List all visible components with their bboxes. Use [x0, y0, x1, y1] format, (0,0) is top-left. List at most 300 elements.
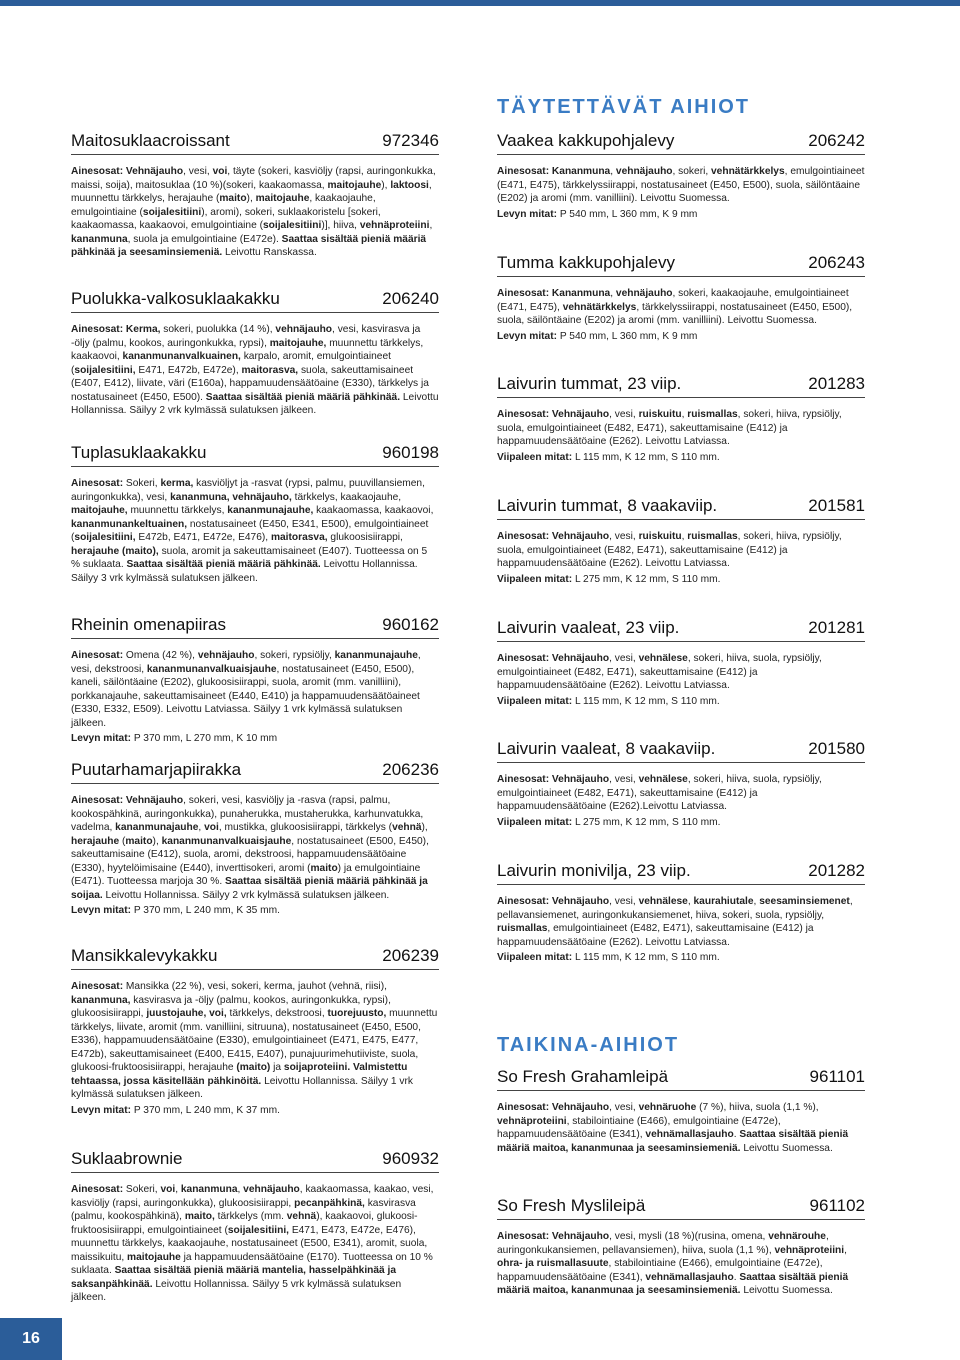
ingredient-text: ja [270, 1062, 284, 1073]
ingredients-label: Ainesosat: [497, 653, 552, 664]
ingredient-text: , vesi, [609, 531, 639, 542]
allergen: Vehnäjauho [551, 774, 610, 785]
product-description [71, 980, 439, 1117]
allergen: kerma, [160, 478, 194, 489]
product-entry [497, 618, 865, 708]
dimensions [71, 904, 439, 918]
product-code: 961102 [809, 1196, 865, 1215]
product-title [71, 1149, 439, 1173]
product-code: 206236 [382, 760, 439, 779]
ingredient-text: , sokeri, vesi, kasviöljy ja -rasva (rapsi, palmu, kookospähkinä, auringonkukka), punaherukka, mustaherukka, karhunvatukka, vadelma, [71, 795, 424, 833]
ingredient-text: suola, aromit ja sakeuttamisaineet (E407). Tuotteessa on 5 % suklaata. [71, 545, 428, 570]
ingredient-text: , [753, 896, 760, 907]
product-entry [497, 1067, 865, 1155]
ingredients-text [71, 477, 439, 585]
ingredients-label: Ainesosat: [71, 478, 126, 489]
allergen: vehnäjauho [615, 166, 673, 177]
ingredient-text: , kaakaojauhe, emulgointiaine ( [71, 193, 376, 218]
ingredient-text: muunnettu tärkkelys, kaakaovoi, [71, 337, 424, 362]
dimensions-label: Levyn mitat: [497, 208, 558, 220]
allergen: maito [310, 862, 338, 874]
dimensions [497, 573, 865, 587]
dimensions-label: Viipaleen mitat: [497, 816, 573, 828]
ingredient-text: , [681, 531, 688, 542]
allergen: kananmunankeltuainen, [71, 518, 188, 530]
product-code: 206243 [808, 253, 865, 272]
ingredient-text: Leivottu Suomessa. [740, 1285, 833, 1296]
product-title [497, 374, 865, 398]
product-name: Rheinin omenapiiras [71, 615, 226, 634]
ingredient-text: , vesi, mysli (18 %)(rusina, omena, [609, 1231, 769, 1242]
ingredient-text: Omena (42 %), [125, 650, 198, 661]
product-description [71, 649, 439, 746]
product-code: 206239 [382, 946, 439, 965]
allergen-warning: Saattaa sisältää pieniä määriä pähkinää. [205, 391, 401, 403]
allergen-warning: Valmistettu tehtaassa, jossa käsitellään pähkinöitä. [71, 1062, 408, 1087]
product-description [497, 895, 865, 965]
ingredient-text: , [237, 1184, 244, 1195]
dimensions-label: Viipaleen mitat: [497, 695, 573, 707]
product-name: Puolukka-valkosuklaakakku [71, 289, 280, 308]
ingredient-text: kasviöljyt ja -rasvat (rypsi, palmu, puuvillansiemen, auringonkukka), vesi, [71, 478, 425, 503]
ingredients-text [497, 1101, 865, 1155]
allergen-warning: Saattaa sisältää pieniä määriä pähkinää ja seesaminsiemeniä. [71, 233, 427, 258]
ingredient-text: ), [421, 822, 428, 833]
allergen: ruismallas [497, 923, 548, 934]
allergen: herajauhe [71, 835, 120, 847]
product-entry [71, 131, 439, 260]
allergen: vehnämallasjauho [645, 1271, 734, 1283]
ingredients-label: Ainesosat: [71, 650, 126, 661]
ingredient-text: , sokeri, [672, 166, 712, 177]
product-code: 960932 [382, 1149, 439, 1168]
ingredient-text: , kaakaomassa, kaakao, vesi, kasviöljy (rapsi, auringonkukka), glukoosisiirappi, [71, 1184, 434, 1209]
ingredient-text: , vesi, [609, 1102, 639, 1113]
product-title [497, 1067, 865, 1091]
allergen: vehnärouhe [768, 1231, 826, 1242]
ingredient-text: tärkkelys, kaakaojauhe, [291, 491, 402, 503]
ingredients-text [497, 773, 865, 814]
ingredient-text: , auringonkukansiemen, pellavansiemen), hiiva, suola (1,1 %), [497, 1231, 829, 1256]
ingredient-text: tärkkelys (mm. [214, 1211, 287, 1222]
product-name: Laivurin vaaleat, 23 viip. [497, 618, 680, 637]
allergen: kananmunanvalkuaisjauhe [161, 835, 292, 847]
allergen: herajauhe (maito), [71, 545, 159, 557]
ingredient-text: E471, E472b, E472e), [135, 364, 242, 376]
allergen: vehnätärkkelys [711, 166, 785, 177]
allergen: maitojauhe, [269, 337, 327, 349]
ingredient-text: ), kaakaovoi, glukoosi-fruktoosisiirappi, emulgointiaineet ( [71, 1211, 418, 1236]
allergen: Vehnäjauho [551, 409, 610, 420]
product-entry [71, 289, 439, 418]
ingredient-text: , sokeri, hiiva, rypsiöljy, suola, emulgointiaineet (E482, E471), sakeuttamisaine (E412) ja happamuudensäätöaine (E262). Leivottu Latviassa. [497, 409, 842, 447]
dimensions [497, 951, 865, 965]
dimensions [497, 816, 865, 830]
ingredients-text [497, 530, 865, 571]
product-entry [497, 1196, 865, 1298]
dimensions-value: P 370 mm, L 240 mm, K 37 mm. [131, 1104, 280, 1116]
ingredient-text: E471, E473, E472e, E476), muunnettu tärkkelys, kaakaojauhe, nostatusaineet (E500, E341), aromit, suola, maissikuitu, [71, 1224, 428, 1263]
ingredient-text: , suola ja emulgointiaine (E472e). [127, 233, 282, 245]
product-name: Puutarhamarjapiirakka [71, 760, 242, 779]
allergen: vehnäjauho [615, 288, 673, 299]
ingredients-label: Ainesosat: [71, 166, 126, 177]
ingredient-text: , sokeri, hiiva, suola, rypsiöljy, emulgointiaineet (E482, E471), sakeuttamisaine (E412) ja happamuudensäätöaine (E262).Leivottu Latviassa. [497, 774, 822, 812]
product-description [71, 1183, 439, 1305]
ingredient-text: (7 %), hiiva, suola (1,1 %), [696, 1102, 819, 1113]
allergen: ruismallas [687, 409, 738, 420]
product-code: 201283 [808, 374, 865, 393]
allergen: vehnälese [638, 774, 688, 785]
allergen: voi [212, 166, 228, 177]
dimensions-label: Levyn mitat: [71, 1104, 132, 1116]
product-title [71, 760, 439, 784]
product-name: Maitosuklaacroissant [71, 131, 230, 150]
ingredient-text: . [733, 1271, 740, 1283]
ingredient-text: muunnettu tärkkelys, liivate, aromit (mm. vanilliini, sitruuna), nostatusaineet (E450, E500, E336), happamuudensäätöaine (E330), emulgointiaineet (E471, E475, E477, E472b), sakeuttamisaineet (E400, E415, E407), punajuurimehutiiviste, suola, glukoosi-fruktoosisiirappi, herajauhe [71, 1008, 438, 1073]
ingredients-text [71, 165, 439, 260]
allergen-warning: Saattaa sisältää pieniä määriä maitoa, kananmunaa ja seesaminsiemeniä. [497, 1129, 849, 1154]
dimensions-label: Levyn mitat: [497, 330, 558, 342]
ingredients-text [497, 895, 865, 949]
ingredient-text: , [175, 1184, 181, 1195]
allergen: kananmunajauhe [334, 650, 418, 661]
allergen: maito [219, 193, 247, 204]
ingredients-label: Ainesosat: [497, 774, 552, 785]
ingredients-text [497, 287, 865, 328]
product-name: So Fresh Grahamleipä [497, 1067, 669, 1086]
ingredients-text [71, 323, 439, 418]
ingredient-text: Leivottu Hollannissa. Säilyy 2 vrk kylmässä sulatuksen jälkeen. [71, 391, 439, 416]
allergen-warning: Saattaa sisältää pieniä määriä pähkinää. [126, 559, 321, 570]
ingredient-text: kaakaomassa, kaakaovoi, [313, 505, 434, 516]
ingredient-text: Leivottu Suomessa. [740, 1142, 833, 1154]
allergen: ohra- ja ruismallasuute [497, 1258, 609, 1269]
dimensions [497, 451, 865, 465]
dimensions [71, 732, 439, 746]
ingredient-text: , täyte (sokeri, kasviöljy (rapsi, auringonkukka, maissi, soija), maitosuklaa (10 %)(sokeri, kaakaomassa, [71, 166, 436, 191]
product-name: Tuplasuklaakakku [71, 443, 207, 462]
ingredient-text: Leivottu Hollannissa. Säilyy 5 vrk kylmässä sulatuksen jälkeen. [71, 1278, 402, 1303]
allergen: voi [204, 822, 219, 833]
product-name: Vaakea kakkupohjalevy [497, 131, 675, 150]
allergen: Kananmuna [551, 288, 611, 299]
ingredient-text: , sokeri, rypsiöljy, [254, 650, 335, 661]
allergen-warning: Saattaa sisältää pieniä määriä pähkinää ja soijaa. [71, 876, 428, 901]
allergen: Vehnäjauho [551, 1231, 610, 1242]
allergen: Vehnäjauho [125, 795, 184, 806]
allergen: maitojauhe [127, 1251, 181, 1263]
product-title [71, 443, 439, 467]
ingredient-text: nostatusaineet (E450, E341, E500), emulgointiaineet ( [71, 518, 429, 543]
ingredients-label: Ainesosat: [497, 1231, 552, 1242]
allergen: ruismallas [687, 531, 738, 542]
allergen: soijalesitiini [262, 220, 322, 231]
product-description [497, 773, 865, 829]
ingredient-text: ), [381, 179, 391, 191]
ingredients-label: Ainesosat: [497, 896, 552, 907]
allergen: vehnätärkkelys [562, 301, 637, 313]
dimensions-value: L 275 mm, K 12 mm, S 110 mm. [572, 573, 721, 585]
ingredient-text: Leivottu Hollannissa. Säilyy 2 vrk kylmässä sulatuksen jälkeen. [102, 889, 390, 901]
ingredient-text: ( [119, 835, 126, 847]
allergen: kaurahiutale [693, 896, 754, 907]
product-code: 201281 [808, 618, 865, 637]
product-entry [497, 496, 865, 586]
ingredient-text: , vesi, [609, 774, 639, 785]
ingredients-label: Ainesosat: [71, 981, 126, 992]
product-description [497, 1101, 865, 1155]
allergen: Vehnäjauho [551, 531, 610, 542]
ingredient-text: , sokeri, kaakaojauhe, emulgointiaineet (E471, E475), [497, 288, 849, 313]
allergen: soijalesitiini, [227, 1224, 290, 1236]
product-title [71, 131, 439, 155]
product-entry [71, 615, 439, 746]
dimensions-label: Viipaleen mitat: [497, 451, 573, 463]
ingredient-text: , [681, 409, 688, 420]
product-code: 201581 [808, 496, 865, 515]
allergen: laktoosi [390, 179, 429, 191]
allergen: vehnäproteiini [497, 1115, 567, 1127]
allergen: kananmuna, [71, 994, 131, 1006]
ingredient-text: Mansikka (22 %), vesi, sokeri, kerma, jauhot (vehnä, riisi), [125, 981, 387, 992]
ingredient-text: , [198, 822, 205, 833]
dimensions [497, 330, 865, 344]
product-code: 201580 [808, 739, 865, 758]
ingredient-text: )], hiiva, [321, 220, 360, 231]
product-name: Laivurin vaaleat, 8 vaakaviip. [497, 739, 716, 758]
product-entry [71, 1149, 439, 1305]
page-number: 16 [0, 1318, 62, 1360]
allergen: vehnäjauho [197, 650, 255, 661]
product-description [497, 408, 865, 464]
dimensions-value: L 275 mm, K 12 mm, S 110 mm. [572, 816, 721, 828]
product-title [497, 1196, 865, 1220]
ingredient-text: , emulgointiaineet (E471, E475), tärkkelyssiirappi, nostatusaineet (E450, E500), suola, säilöntäaine (E202) ja aromi (mm. vanilliini). Leivottu Suomessa. [497, 166, 865, 204]
allergen: kananmuna [180, 1184, 238, 1195]
ingredient-text: , vesi, dekstroosi, [71, 650, 421, 675]
section-heading-taikina: TAIKINA-AIHIOT [497, 1034, 680, 1056]
section-heading-taytettavat: TÄYTETTÄVÄT AIHIOT [497, 96, 751, 118]
product-description [497, 165, 865, 221]
allergen: vehnäjauho [275, 324, 333, 335]
product-code: 960162 [382, 615, 439, 634]
product-description [497, 652, 865, 708]
ingredient-text: , vesi, [183, 166, 213, 177]
product-entry [497, 739, 865, 829]
allergen: vehnäjauho [243, 1184, 300, 1195]
product-entry [71, 760, 439, 918]
allergen-warning: Saattaa sisältää pieniä määriä mantelia, hasselpähkinää ja saksanpähkinää. [71, 1265, 397, 1290]
ingredients-label: Ainesosat: [497, 166, 552, 177]
ingredient-text: , pellavansiemenet, auringonkukansiemenet, hiiva, sokeri, suola, rypsiöljy, [497, 896, 853, 921]
ingredient-text: muunnettu tärkkelys, [127, 505, 228, 516]
allergen: soijalesitiini, [74, 532, 136, 543]
dimensions [497, 695, 865, 709]
ingredients-text [71, 980, 439, 1102]
product-name: So Fresh Myslileipä [497, 1196, 646, 1215]
allergen: maitojauhe [255, 193, 310, 204]
ingredients-text [71, 649, 439, 730]
ingredient-text: , nostatusaineet (E450, E500), kaneli, säilöntäaine (E202), glukoosisiirappi, suola, aromit (mm. vanilliini), porkkanajauhe, sakeuttamisaineet (E440, E410) ja happamuudensäätöaineet (E330, E332, E509). Leivottu Latviassa. Säilyy 1 vrk kylmässä sulatuksen jälkeen. [71, 663, 420, 729]
product-title [497, 739, 865, 763]
allergen: maitojauhe, [71, 505, 128, 516]
ingredient-text: . [733, 1129, 740, 1140]
ingredient-text: , vesi, [609, 896, 639, 907]
ingredient-text: , [610, 166, 616, 177]
ingredient-text: suola, sakeuttamisaineet (E407, E412), liivate, väri (E160a), happamuudensäätöaine (E330), tärkkelys ja nostatusaineet (E450, E500). [71, 364, 429, 403]
ingredient-text: glukoosisiirappi, [327, 532, 403, 543]
allergen: Vehnäjauho [551, 1102, 610, 1113]
product-code: 972346 [382, 131, 439, 150]
ingredient-text: kasvirasva ja -öljy (palmu, kookos, auringonkukka, rypsi), glukoosisiirappi, [71, 994, 391, 1019]
ingredient-text: Leivottu Hollannissa. Säilyy 1 vrk kylmässä sulatuksen jälkeen. [71, 1075, 413, 1100]
allergen: vehnäproteiini [774, 1244, 845, 1256]
ingredient-text: , tärkkelyssiirappi, nostatusaineet (E450, E500), suola, säilöntäaine (E202) ja aromi (mm. vanilliini). Leivottu Suomessa. [497, 301, 853, 326]
ingredient-text: , stabilointiaine (E466), emulgointiaine (E472e), happamuudensäätöaine (E341), [497, 1115, 781, 1140]
product-entry [497, 131, 865, 221]
ingredient-text: Sokeri, [125, 1184, 161, 1195]
allergen: maito, [184, 1211, 215, 1222]
ingredients-label: Ainesosat: [497, 288, 552, 299]
allergen: (maito) [236, 1062, 271, 1073]
allergen: maitojauhe [327, 179, 382, 191]
ingredient-text: , vesi, [609, 409, 639, 420]
ingredients-text [71, 794, 439, 902]
allergen: kananmunajauhe [115, 822, 199, 833]
allergen: Kerma, [125, 324, 161, 335]
ingredient-text: , muunnettu tärkkelys, herajauhe ( [71, 179, 432, 204]
ingredients-text [71, 1183, 439, 1305]
product-description [497, 530, 865, 586]
dimensions-value: P 540 mm, L 360 mm, K 9 mm [557, 330, 698, 342]
dimensions-label: Levyn mitat: [71, 905, 132, 916]
dimensions-value: L 115 mm, K 12 mm, S 110 mm. [572, 695, 720, 707]
product-description [497, 1230, 865, 1298]
allergen: vehnäruohe [638, 1102, 697, 1113]
allergen: vehnäproteiini [359, 220, 430, 231]
ingredients-label: Ainesosat: [71, 795, 126, 806]
product-name: Mansikkalevykakku [71, 946, 218, 965]
ingredients-text [497, 165, 865, 206]
top-color-bar [0, 0, 960, 6]
ingredient-text: ), [246, 193, 256, 204]
allergen: kananmunajauhe, [227, 505, 314, 516]
ingredient-text: , vesi, [609, 653, 639, 664]
allergen: vehnälese [638, 896, 688, 907]
product-entry [71, 443, 439, 585]
product-name: Suklaabrownie [71, 1149, 183, 1168]
ingredient-text: ), aromi), sokeri, suklaakoristelu [sokeri, kaakaomassa, kaakaovoi, emulgointiaine ( [71, 206, 381, 231]
product-code: 206242 [808, 131, 865, 150]
dimensions-label: Levyn mitat: [71, 733, 132, 744]
ingredient-text: , vesi, kasvirasva ja -öljy (palmu, kookos, auringonkukka, rypsi), [71, 324, 421, 349]
allergen: Vehnäjauho [551, 896, 610, 907]
dimensions-label: Viipaleen mitat: [497, 952, 573, 963]
allergen: seesaminsiemenet [759, 896, 850, 907]
product-entry [497, 374, 865, 464]
allergen: kananmunanvalkuaisjauhe [146, 663, 277, 675]
ingredient-text: , nostatusaineet (E500, E450), sakeuttamisaine (E412), suola, aromi, dekstroosi, happamuudensäätöaine (E330), hyytelöimisaine (E440), inverttisokeri, aromi ( [71, 835, 429, 874]
allergen: juustojauhe, voi, [146, 1008, 227, 1019]
ingredient-text: sokeri, puolukka (14 %), [160, 324, 276, 335]
dimensions [71, 1104, 439, 1118]
product-title [71, 289, 439, 313]
allergen: Vehnäjauho [125, 166, 184, 177]
allergen: maitorasva, [270, 532, 328, 543]
allergen: ruiskuitu [638, 531, 682, 542]
product-code: 206240 [382, 289, 439, 308]
product-description [71, 323, 439, 418]
allergen: maito [125, 835, 153, 847]
ingredient-text: karpalo, aromit, emulgointiaineet ( [71, 351, 391, 376]
ingredient-text: kasvirasva (palmu, kookospähkinä), [71, 1197, 416, 1222]
ingredients-label: Ainesosat: [71, 324, 126, 335]
ingredient-text: , sokeri, hiiva, suola, rypsiöljy, emulgointiaineet (E482, E471), sakeuttamisaine (E412) ja happamuudensäätöaine (E262). Leivottu Latviassa. [497, 653, 822, 691]
allergen: kananmuna, vehnäjauho, [170, 491, 292, 503]
ingredient-text: ) ja emulgointiaine (E471). Tuotteessa marjoja 30 %. [71, 862, 421, 887]
product-title [497, 253, 865, 277]
ingredients-label: Ainesosat: [71, 1184, 126, 1195]
product-name: Tumma kakkupohjalevy [497, 253, 675, 272]
product-title [497, 496, 865, 520]
allergen: soijalesitiini, [74, 364, 136, 376]
product-description [71, 794, 439, 918]
allergen: vehnälese [638, 653, 688, 664]
product-title [497, 131, 865, 155]
ingredient-text: ja happamuudensäätöaine (E170). Tuotteessa on 10 % suklaata. [71, 1251, 433, 1276]
product-title [497, 618, 865, 642]
allergen: vehnä [286, 1211, 317, 1222]
allergen: ruiskuitu [638, 409, 682, 420]
ingredient-text: tärkkelys, dekstroosi, [226, 1008, 328, 1019]
ingredient-text: , stabilointiaine (E466), emulgointiaine (E472e), happamuudensäätöaine (E341), [497, 1258, 823, 1283]
ingredient-text: Sokeri, [125, 478, 161, 489]
allergen: voi [160, 1184, 176, 1195]
ingredient-text: Leivottu Ranskassa. [222, 247, 317, 258]
ingredient-text: , [844, 1244, 847, 1256]
ingredient-text: E472b, E471, E472e, E476), [135, 532, 271, 543]
product-name: Laivurin monivilja, 23 viip. [497, 861, 691, 880]
dimensions-value: L 115 mm, K 12 mm, S 110 mm. [572, 952, 720, 963]
ingredients-label: Ainesosat: [497, 531, 552, 542]
dimensions-value: L 115 mm, K 12 mm, S 110 mm. [572, 451, 720, 463]
allergen: soijalesitiini [142, 206, 202, 218]
ingredient-text: , mustikka, glukoosisiirappi, tärkkelys ( [218, 822, 393, 833]
product-description [497, 287, 865, 343]
ingredient-text: , [429, 220, 433, 231]
ingredient-text: , emulgointiaineet (E482, E471), sakeuttamisaine (E412) ja happamuudensäätöaine (E262). Leivottu Latviassa. [497, 923, 814, 948]
ingredient-text: Leivottu Hollannissa. Säilyy 3 vrk kylmässä sulatuksen jälkeen. [71, 559, 418, 584]
product-entry [497, 861, 865, 965]
ingredient-text: ), [152, 835, 162, 847]
dimensions-value: P 540 mm, L 360 mm, K 9 mm [557, 208, 698, 220]
allergen: maitorasva, [241, 364, 299, 376]
product-entry [497, 253, 865, 343]
allergen: kananmuna [71, 233, 128, 245]
product-description [71, 165, 439, 260]
allergen: pecanpähkinä, [294, 1197, 365, 1209]
product-title [71, 946, 439, 970]
allergen-warning: Saattaa sisältää pieniä määriä maitoa, kananmunaa ja seesaminsiemeniä. [497, 1271, 849, 1296]
product-title [71, 615, 439, 639]
product-code: 201282 [808, 861, 865, 880]
allergen: tuorejuusto, [327, 1008, 387, 1019]
dimensions [497, 208, 865, 222]
dimensions-value: P 370 mm, L 270 mm, K 10 mm [131, 733, 278, 744]
ingredient-text: , [687, 896, 694, 907]
product-name: Laivurin tummat, 8 vaakaviip. [497, 496, 718, 515]
